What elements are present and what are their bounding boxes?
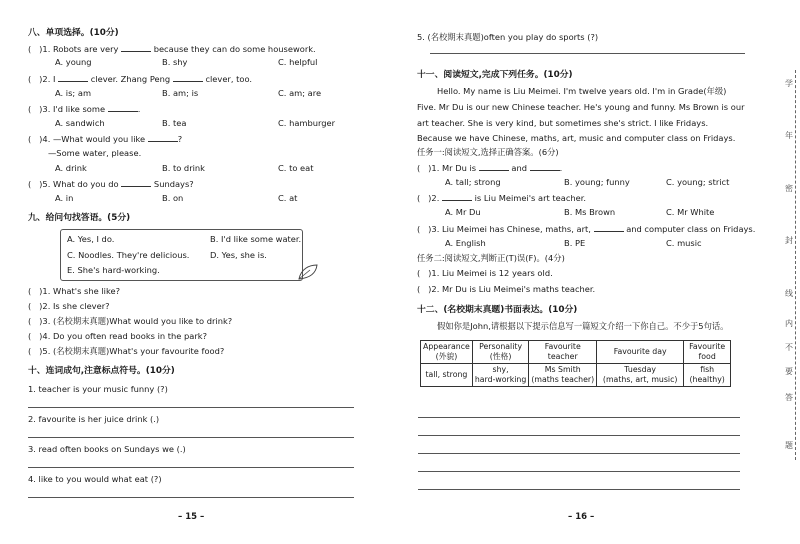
passage-line-1: Hello. My name is Liu Meimei. I'm twelve years old. I'm in Grade(年级) <box>437 86 727 96</box>
answer-line[interactable] <box>430 53 745 54</box>
s8-q2: ( )2. I clever. Zhang Peng clever, too. <box>28 74 253 84</box>
s8-q3-opt-a: A. sandwich <box>55 118 105 128</box>
page-number-right: – 16 – <box>568 512 595 522</box>
s9-q3: ( )3. (名校期末真题)What would you like to drink? <box>28 316 233 326</box>
answer-line[interactable] <box>418 435 740 436</box>
table-cell: fish (healthy) <box>684 364 731 387</box>
s8-q4-opt-a: A. drink <box>55 163 87 173</box>
answer-line[interactable] <box>418 471 740 472</box>
section-9-title: 九、给问句找答语。(5分) <box>28 213 131 223</box>
answer-line[interactable] <box>28 467 354 468</box>
table-cell: shy, hard-working <box>472 364 528 387</box>
margin-label: 年 <box>785 131 793 140</box>
table-header-row <box>421 341 731 364</box>
s8-q4-reply: —Some water, please. <box>48 148 142 158</box>
table-row <box>421 364 731 387</box>
answer-line[interactable] <box>418 489 740 490</box>
section-8-title: 八、单项选择。(10分) <box>28 28 119 38</box>
passage-line-3: art teacher. She is very kind, but sometimes she's strict. I like Fridays. <box>417 118 709 128</box>
s8-q4-opt-c: C. to eat <box>278 163 314 173</box>
s10-item-4: 4. like to you would what eat (?) <box>28 474 162 484</box>
s9-option-e: E. She's hard-working. <box>67 265 160 275</box>
s8-q1: ( )1. Robots are very because they can do some housework. <box>28 44 316 54</box>
answer-blank[interactable] <box>121 178 151 187</box>
table-header-cell: Appearance (外貌) <box>421 341 473 364</box>
table-header-cell: Favourite food <box>684 341 731 364</box>
s9-q5: ( )5. (名校期末真题)What's your favourite food? <box>28 346 225 356</box>
s8-q2-opt-c: C. am; are <box>278 88 322 98</box>
table-cell: Ms Smith (maths teacher) <box>529 364 597 387</box>
s8-q3-opt-b: B. tea <box>162 118 187 128</box>
margin-label: 内 <box>785 319 793 328</box>
t1-q2-opt-a: A. Mr Du <box>445 207 481 217</box>
t1-q3-opt-a: A. English <box>445 238 486 248</box>
s9-q1: ( )1. What's she like? <box>28 286 120 296</box>
answer-blank[interactable] <box>58 73 88 82</box>
s8-q1-opt-b: B. shy <box>162 57 188 67</box>
s8-q3-opt-c: C. hamburger <box>278 118 336 128</box>
s9-option-b: B. I'd like some water. <box>210 234 302 244</box>
s8-q4: ( )4. —What would you like ? <box>28 134 183 144</box>
margin-label: 不 <box>785 343 793 352</box>
table-header-cell: Favourite teacher <box>529 341 597 364</box>
answer-line[interactable] <box>418 453 740 454</box>
answer-blank[interactable] <box>594 223 624 232</box>
page-number-left: – 15 – <box>178 512 205 522</box>
passage-line-2: Five. Mr Du is our new Chinese teacher. He's young and funny. Ms Brown is our <box>417 102 745 112</box>
t1-q2-opt-b: B. Ms Brown <box>564 207 616 217</box>
answer-line[interactable] <box>28 407 354 408</box>
right-page <box>400 0 800 544</box>
table-header-cell: Personality (性格) <box>472 341 528 364</box>
answer-line[interactable] <box>28 437 354 438</box>
task-1-title: 任务一:阅读短文,选择正确答案。(6分) <box>417 147 559 157</box>
s8-q1-opt-c: C. helpful <box>278 57 318 67</box>
s9-option-d: D. Yes, she is. <box>210 250 267 260</box>
answer-blank[interactable] <box>148 133 178 142</box>
margin-label: 要 <box>785 367 793 376</box>
leaf-icon <box>296 262 320 282</box>
task-2-title: 任务二:阅读短文,判断正(T)误(F)。(4分) <box>417 253 565 263</box>
section-12-title: 十二、(名校期末真题)书面表达。(10分) <box>417 305 578 315</box>
t1-q1-opt-c: C. young; strict <box>666 177 730 187</box>
t1-q1-opt-a: A. tall; strong <box>445 177 501 187</box>
s10-item-5: 5. (名校期末真题)often you play do sports (?) <box>417 32 599 42</box>
s9-q4: ( )4. Do you often read books in the park? <box>28 331 208 341</box>
t1-q3-opt-c: C. music <box>666 238 702 248</box>
margin-label: 封 <box>785 236 793 245</box>
answer-line[interactable] <box>28 497 354 498</box>
t1-q2: ( )2. is Liu Meimei's art teacher. <box>417 193 587 203</box>
s9-q2: ( )2. Is she clever? <box>28 301 110 311</box>
section-11-title: 十一、阅读短文,完成下列任务。(10分) <box>417 70 573 80</box>
answer-line[interactable] <box>418 417 740 418</box>
s9-option-a: A. Yes, I do. <box>67 234 115 244</box>
answer-blank[interactable] <box>442 192 472 201</box>
answer-blank[interactable] <box>121 43 151 52</box>
t2-q1: ( )1. Liu Meimei is 12 years old. <box>417 268 553 278</box>
answer-blank[interactable] <box>173 73 203 82</box>
s8-q5: ( )5. What do you do Sundays? <box>28 179 194 189</box>
answer-blank[interactable] <box>108 103 138 112</box>
margin-label: 线 <box>785 289 793 298</box>
margin-label: 学 <box>785 79 793 88</box>
s8-q4-opt-b: B. to drink <box>162 163 205 173</box>
t1-q3: ( )3. Liu Meimei has Chinese, maths, art, and computer class on Fridays. <box>417 224 756 234</box>
answer-blank[interactable] <box>479 162 509 171</box>
answer-blank[interactable] <box>530 162 560 171</box>
s8-q3: ( )3. I'd like some . <box>28 104 141 114</box>
t1-q2-opt-c: C. Mr White <box>666 207 715 217</box>
s12-prompt: 假如你是John,请根据以下提示信息写一篇短文介绍一下你自己。不少于5句话。 <box>437 321 729 331</box>
s8-q2-opt-a: A. is; am <box>55 88 92 98</box>
margin-label: 题 <box>785 441 793 450</box>
t1-q3-opt-b: B. PE <box>564 238 586 248</box>
s8-q5-opt-a: A. in <box>55 193 74 203</box>
t1-q1: ( )1. Mr Du is and . <box>417 163 563 173</box>
t1-q1-opt-b: B. young; funny <box>564 177 630 187</box>
info-table <box>420 340 731 387</box>
s9-option-c: C. Noodles. They're delicious. <box>67 250 190 260</box>
t2-q2: ( )2. Mr Du is Liu Meimei's maths teacher. <box>417 284 596 294</box>
binding-line <box>795 70 796 460</box>
s8-q5-opt-c: C. at <box>278 193 298 203</box>
s8-q2-opt-b: B. am; is <box>162 88 199 98</box>
section-10-title: 十、连词成句,注意标点符号。(10分) <box>28 366 175 376</box>
s10-item-1: 1. teacher is your music funny (?) <box>28 384 168 394</box>
s8-q1-opt-a: A. young <box>55 57 92 67</box>
passage-line-4: Because we have Chinese, maths, art, music and computer class on Fridays. <box>417 133 736 143</box>
margin-label: 密 <box>785 184 793 193</box>
table-header-cell: Favourite day <box>597 341 684 364</box>
s10-item-3: 3. read often books on Sundays we (.) <box>28 444 186 454</box>
table-cell: Tuesday (maths, art, music) <box>597 364 684 387</box>
s10-item-2: 2. favourite is her juice drink (.) <box>28 414 160 424</box>
table-cell: tall, strong <box>421 364 473 387</box>
margin-label: 答 <box>785 393 793 402</box>
s8-q5-opt-b: B. on <box>162 193 184 203</box>
